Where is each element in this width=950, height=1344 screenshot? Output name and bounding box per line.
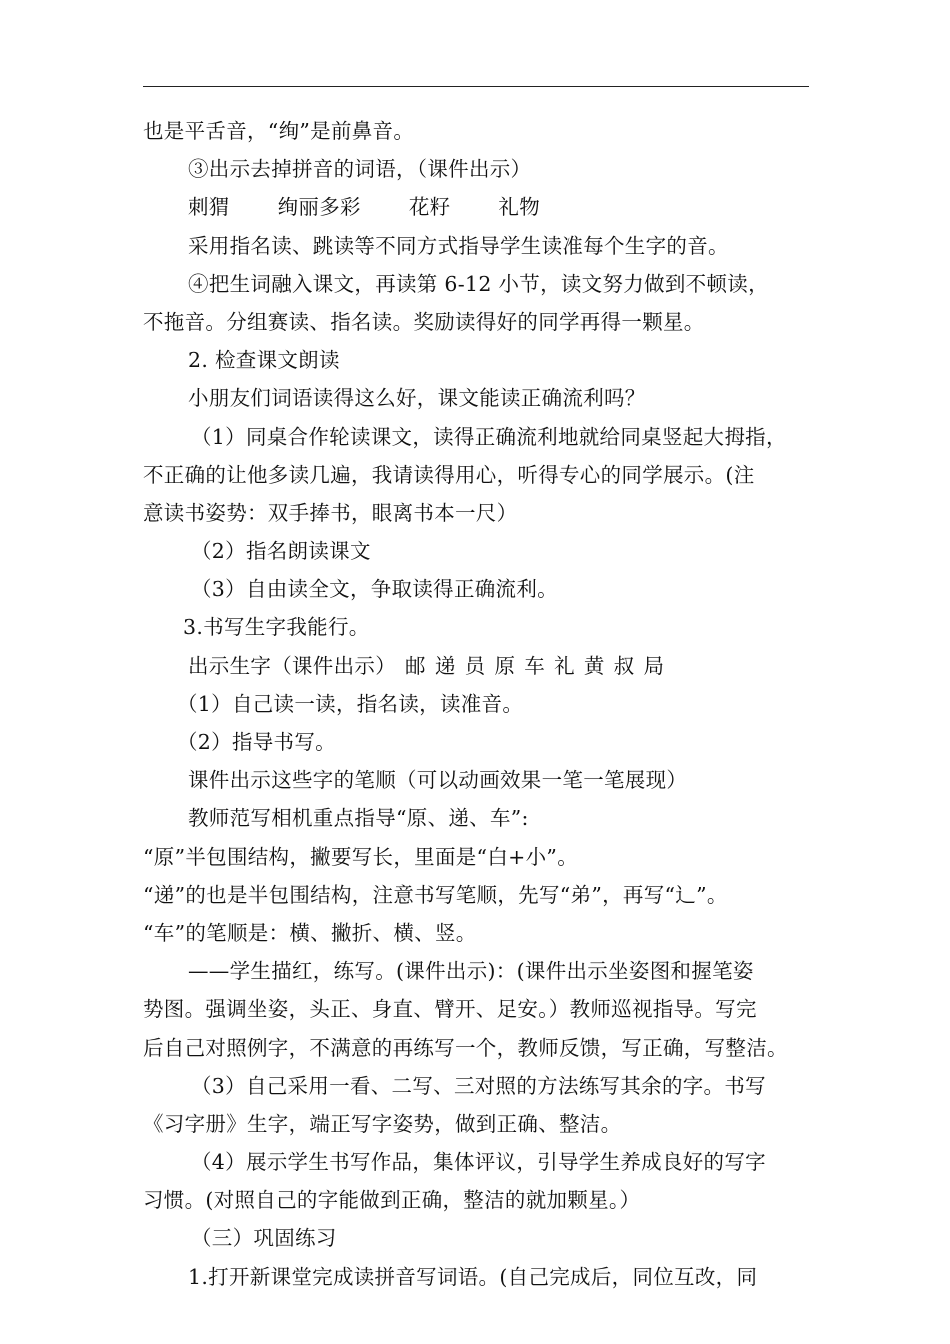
- paragraph-line: （2）指名朗读课文: [191, 539, 371, 564]
- paragraph-line: 采用指名读、跳读等不同方式指导学生读准每个生字的音。: [188, 233, 729, 258]
- section-heading: （三）巩固练习: [191, 1226, 337, 1251]
- new-char: 员: [464, 653, 486, 678]
- new-char: 礼: [554, 653, 575, 678]
- section-heading: 2. 检查课文朗读: [188, 348, 340, 373]
- paragraph-line: 教师范写相机重点指导“原、递、车”:: [188, 806, 529, 831]
- word-item: 礼物: [498, 195, 541, 220]
- new-characters-line: [143, 647, 809, 685]
- paragraph-line: ——学生描红，练写。(课件出示)：(课件出示坐姿图和握笔姿: [188, 959, 754, 984]
- paragraph-line: ④把生词融入课文，再读第 6-12 小节，读文努力做到不顿读，: [188, 271, 769, 296]
- paragraph-line: （2）指导书写。: [177, 730, 336, 754]
- paragraph-line: 势图。强调坐姿，头正、身直、臂开、足安。）教师巡视指导。写完: [143, 997, 757, 1022]
- paragraph-line: 1.打开新课堂完成读拼音写词语。(自己完成后，同位互改，同: [188, 1264, 758, 1289]
- header-rule: [143, 86, 809, 87]
- word-item: 花籽: [408, 195, 451, 220]
- new-char: 局: [643, 653, 665, 678]
- new-characters-intro: 出示生字（课件出示）: [188, 653, 396, 678]
- new-char: 车: [524, 653, 546, 678]
- paragraph-line: 不拖音。分组赛读、指名读。奖励读得好的同学再得一颗星。: [143, 309, 705, 334]
- document-body: [143, 112, 809, 1296]
- paragraph-line: ③出示去掉拼音的词语，（课件出示）: [188, 157, 532, 182]
- paragraph-line: “车”的笔顺是：横、撇折、横、竖。: [143, 920, 477, 945]
- paragraph-line: 小朋友们词语读得这么好，课文能读正确流利吗？: [188, 386, 646, 411]
- word-list: [143, 188, 809, 226]
- section-heading: 3.书写生字我能行。: [183, 615, 370, 640]
- word-item: 绚丽多彩: [277, 195, 361, 220]
- paragraph-line: （3）自由读全文，争取读得正确流利。: [191, 577, 558, 602]
- new-char: 递: [434, 653, 456, 678]
- paragraph-line: 后自己对照例字，不满意的再练写一个，教师反馈，写正确，写整洁。: [143, 1035, 788, 1060]
- paragraph-line: （4）展示学生书写作品，集体评议，引导学生养成良好的写字: [191, 1150, 766, 1175]
- paragraph-line: （1）同桌合作轮读课文，读得正确流利地就给同桌竖起大拇指，: [191, 424, 787, 449]
- paragraph-line: 不正确的让他多读几遍，我请读得用心，听得专心的同学展示。(注: [143, 462, 755, 487]
- paragraph-line: 意读书姿势：双手捧书，眼离书本一尺）: [143, 500, 518, 525]
- paragraph-line: （1）自己读一读，指名读，读准音。: [177, 691, 524, 716]
- paragraph-line: 也是平舌音，“绚”是前鼻音。: [143, 119, 415, 143]
- word-item: 刺猬: [188, 195, 230, 220]
- paragraph-line: “原”半包围结构，撇要写长，里面是“白+小”。: [143, 844, 578, 869]
- paragraph-line: 《习字册》生字，端正写字姿势，做到正确、整洁。: [143, 1111, 622, 1136]
- new-char: 原: [494, 653, 516, 678]
- paragraph-line: “递”的也是半包围结构，注意书写笔顺，先写“弟”，再写“辶”。: [143, 882, 728, 907]
- paragraph-line: 课件出示这些字的笔顺（可以动画效果一笔一笔展现）: [188, 768, 688, 793]
- paragraph-line: （3）自己采用一看、二写、三对照的方法练写其余的字。书写: [191, 1073, 766, 1098]
- new-char: 黄: [583, 653, 605, 678]
- paragraph-line: 习惯。(对照自己的字能做到正确，整洁的就加颗星。）: [143, 1188, 641, 1213]
- new-char: 邮: [405, 653, 426, 678]
- new-char: 叔: [613, 653, 635, 678]
